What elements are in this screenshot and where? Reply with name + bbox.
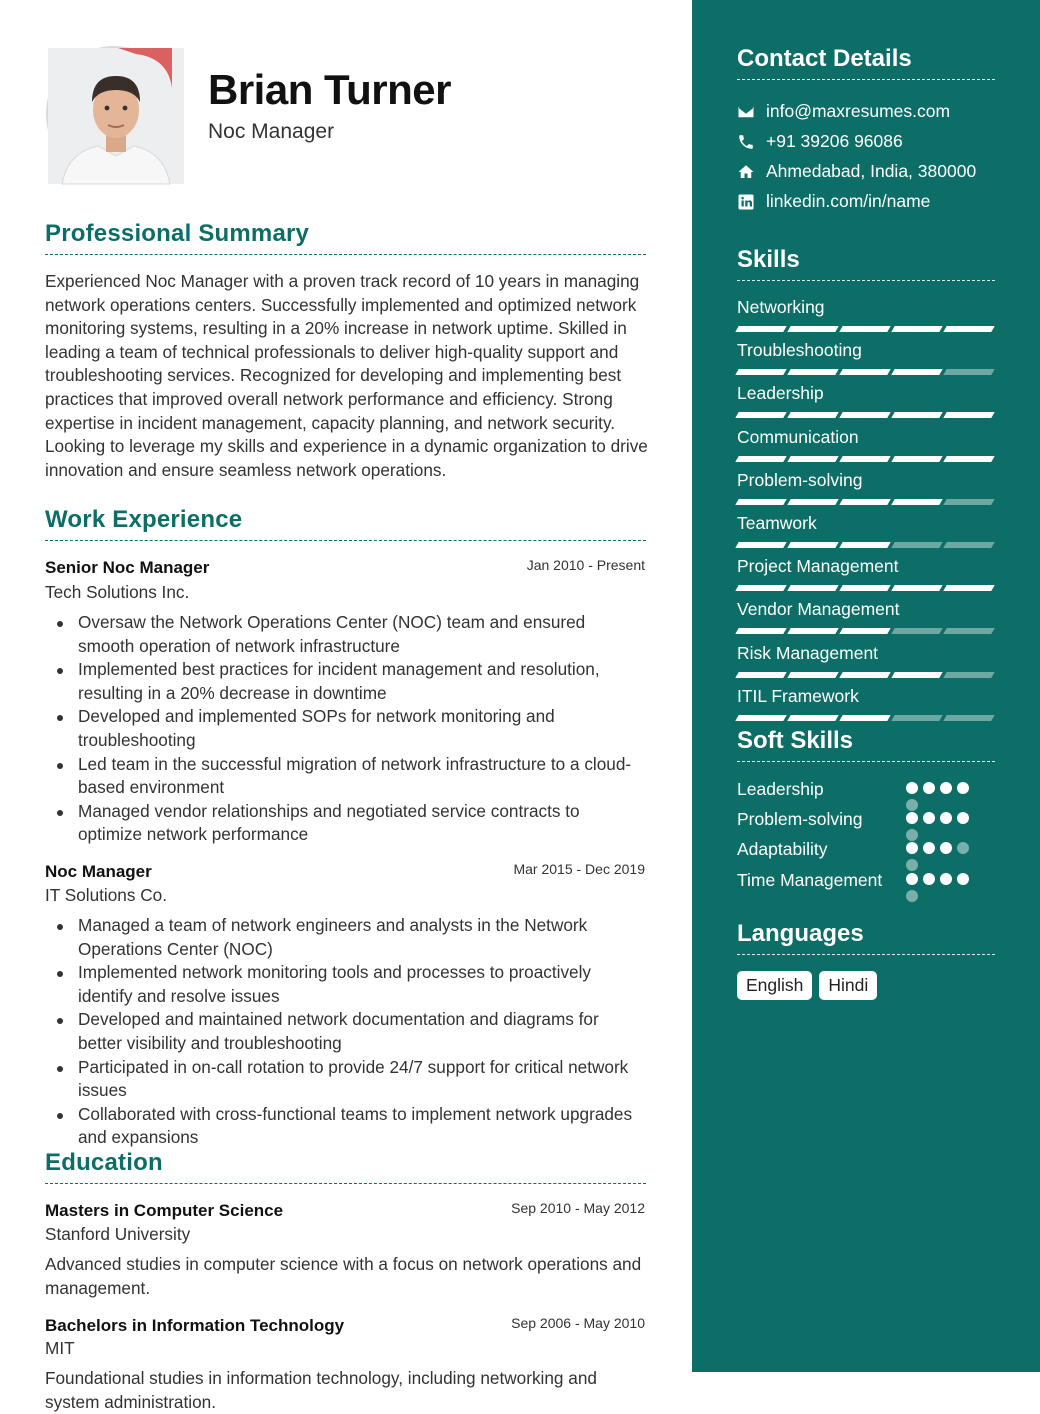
skill-name: Project Management (737, 556, 899, 577)
soft-skill-name: Leadership (737, 779, 824, 799)
skill-level-segment (839, 412, 890, 418)
rating-dot (906, 829, 918, 841)
skill-level-segment (891, 542, 942, 548)
list-item: Participated in on-call rotation to provide 24/7 support for critical network issues (45, 1056, 645, 1103)
skill-level-segment (891, 369, 942, 375)
skill-level-segment (735, 628, 786, 634)
skill-level-segment (735, 542, 786, 548)
skill-level-segment (735, 672, 786, 678)
rating-dot (957, 873, 969, 885)
language-tag: Hindi (819, 971, 877, 1000)
degree-description: Foundational studies in information technology, including networking and system administration. (45, 1368, 597, 1412)
rating-dot (906, 873, 918, 885)
skill-level-segment (943, 456, 994, 462)
rating-dot (923, 873, 935, 885)
skill-level-segment (839, 456, 890, 462)
summary-heading: Professional Summary (45, 220, 646, 255)
skill-level-bar (737, 585, 993, 591)
contact-email[interactable] (737, 101, 950, 122)
sidebar (692, 0, 1040, 1372)
job-bullets (45, 611, 645, 847)
skill-level-segment (839, 672, 890, 678)
education-heading: Education (45, 1149, 646, 1184)
rating-dot (906, 812, 918, 824)
skill-level-segment (943, 412, 994, 418)
skill-level-segment (891, 585, 942, 591)
soft-skill-name: Time Management (737, 870, 883, 890)
soft-skill-rating (906, 842, 982, 871)
soft-skill-name: Adaptability (737, 839, 828, 859)
skill-level-segment (787, 585, 838, 591)
soft-skill-name: Problem-solving (737, 809, 863, 829)
contact-phone[interactable] (737, 131, 903, 152)
job-company: IT Solutions Co. (45, 885, 167, 905)
languages-list (737, 971, 877, 1000)
rating-dot (957, 812, 969, 824)
skill-level-segment (735, 499, 786, 505)
degree-title: Masters in Computer Science (45, 1201, 284, 1220)
skill-level-segment (735, 715, 786, 721)
degree-title: Bachelors in Information Technology (45, 1316, 345, 1335)
skill-level-segment (787, 542, 838, 548)
skill-level-segment (735, 585, 786, 591)
linkedin-icon (737, 193, 755, 211)
job-title: Noc Manager (45, 862, 152, 881)
skill-level-segment (891, 456, 942, 462)
rating-dot (906, 859, 918, 871)
job-bullets (45, 914, 645, 1150)
skill-name: Teamwork (737, 513, 817, 533)
skill-level-segment (787, 326, 838, 332)
list-item: Collaborated with cross-functional teams to implement network upgrades and expansions (45, 1103, 645, 1150)
skill-name: Leadership (737, 383, 824, 404)
skill-level-segment (891, 326, 942, 332)
degree-dates: Sep 2010 - May 2012 (511, 1200, 645, 1216)
skill-level-bar (737, 369, 993, 375)
summary-text: Experienced Noc Manager with a proven track record of 10 years in managing network operations centers. Successfully implemented and optimized network monitoring systems, resulting in a 20% increase in network uptime. Skilled in leading a team of technical professionals to deliver high-quality support and troubleshooting services. Recognized for developing and implementing best practices that improved overall network performance and efficiency. Strong expertise in incident management, capacity planning, and network security. Looking to leverage my skills and experience in a dynamic organization to drive innovation and ensure seamless network operations. (45, 271, 648, 480)
skill-level-segment (787, 456, 838, 462)
rating-dot (906, 890, 918, 902)
skill-level-segment (943, 715, 994, 721)
skill-level-segment (891, 412, 942, 418)
profile-photo (46, 46, 182, 182)
skill-level-segment (839, 628, 890, 634)
skill-level-segment (839, 715, 890, 721)
skill-level-segment (839, 585, 890, 591)
job-dates: Jan 2010 - Present (526, 557, 645, 573)
school-name: Stanford University (45, 1224, 191, 1244)
rating-dot (940, 812, 952, 824)
contact-linkedin-text: linkedin.com/in/name (766, 191, 931, 211)
skill-level-segment (735, 412, 786, 418)
skill-level-bar (737, 326, 993, 332)
skill-name: Troubleshooting (737, 340, 862, 361)
list-item: Managed a team of network engineers and analysts in the Network Operations Center (NOC) (45, 914, 645, 961)
rating-dot (940, 873, 952, 885)
home-icon (737, 163, 755, 181)
list-item: Led team in the successful migration of network infrastructure to a cloud-based environment (45, 753, 645, 800)
skill-level-segment (943, 326, 994, 332)
rating-dot (906, 782, 918, 794)
skill-level-bar (737, 412, 993, 418)
degree-description: Advanced studies in computer science with a focus on network operations and management. (45, 1254, 642, 1298)
skill-level-bar (737, 456, 993, 462)
skill-level-segment (943, 585, 994, 591)
language-tag: English (737, 971, 812, 1000)
soft-skill-rating (906, 782, 982, 811)
school-name: MIT (45, 1338, 75, 1358)
skill-level-segment (891, 715, 942, 721)
skill-level-segment (787, 628, 838, 634)
skill-name: Communication (737, 426, 859, 447)
contact-phone-text: +91 39206 96086 (766, 131, 903, 151)
soft-skill-rating (906, 812, 982, 841)
skill-level-segment (891, 628, 942, 634)
languages-heading: Languages (737, 920, 995, 955)
skill-level-segment (839, 326, 890, 332)
skill-level-bar (737, 715, 993, 721)
skill-level-segment (787, 715, 838, 721)
contact-heading: Contact Details (737, 45, 995, 80)
skill-level-bar (737, 542, 993, 548)
skills-heading: Skills (737, 246, 995, 281)
skill-level-segment (943, 369, 994, 375)
skill-level-segment (735, 369, 786, 375)
contact-address-text: Ahmedabad, India, 380000 (766, 161, 977, 181)
skill-level-segment (839, 542, 890, 548)
rating-dot (923, 842, 935, 854)
list-item: Oversaw the Network Operations Center (NOC) team and ensured smooth operation of network infrastructure (45, 611, 645, 658)
skill-level-segment (891, 672, 942, 678)
candidate-role: Noc Manager (208, 120, 335, 143)
list-item: Managed vendor relationships and negotiated service contracts to optimize network performance (45, 800, 645, 847)
skill-level-segment (943, 542, 994, 548)
phone-icon (737, 133, 755, 151)
list-item: Implemented best practices for incident management and resolution, resulting in a 20% decrease in downtime (45, 658, 645, 705)
skill-level-segment (839, 499, 890, 505)
skill-level-segment (787, 672, 838, 678)
skill-level-bar (737, 672, 993, 678)
envelope-icon (737, 103, 755, 121)
soft-skills-heading: Soft Skills (737, 727, 995, 762)
list-item: Developed and maintained network documentation and diagrams for better visibility and troubleshooting (45, 1008, 645, 1055)
skill-level-segment (891, 499, 942, 505)
contact-linkedin[interactable] (737, 191, 930, 212)
contact-email-text: info@maxresumes.com (766, 101, 951, 121)
skill-name: Problem-solving (737, 469, 863, 490)
skill-name: ITIL Framework (737, 685, 859, 706)
skill-level-segment (839, 369, 890, 375)
soft-skill-rating (906, 873, 982, 902)
skill-level-segment (787, 412, 838, 418)
candidate-name: Brian Turner (208, 66, 451, 113)
skill-name: Vendor Management (737, 599, 900, 620)
experience-heading: Work Experience (45, 506, 646, 541)
skill-level-segment (943, 499, 994, 505)
rating-dot (906, 799, 918, 811)
skill-name: Risk Management (737, 642, 879, 663)
skill-level-bar (737, 628, 993, 634)
list-item: Developed and implemented SOPs for network monitoring and troubleshooting (45, 705, 645, 752)
rating-dot (940, 842, 952, 854)
job-company: Tech Solutions Inc. (45, 582, 190, 602)
skill-level-segment (735, 456, 786, 462)
skill-level-segment (787, 369, 838, 375)
rating-dot (923, 812, 935, 824)
list-item: Implemented network monitoring tools and processes to proactively identify and resolve issues (45, 961, 645, 1008)
job-dates: Mar 2015 - Dec 2019 (513, 861, 645, 877)
rating-dot (957, 842, 969, 854)
rating-dot (940, 782, 952, 794)
contact-address (737, 161, 976, 182)
skill-name: Networking (737, 297, 825, 317)
job-title: Senior Noc Manager (45, 558, 210, 577)
skill-level-segment (735, 326, 786, 332)
skill-level-segment (787, 499, 838, 505)
skill-level-segment (943, 628, 994, 634)
degree-dates: Sep 2006 - May 2010 (511, 1315, 645, 1331)
rating-dot (906, 842, 918, 854)
rating-dot (923, 782, 935, 794)
rating-dot (957, 782, 969, 794)
skill-level-bar (737, 499, 993, 505)
skill-level-segment (943, 672, 994, 678)
